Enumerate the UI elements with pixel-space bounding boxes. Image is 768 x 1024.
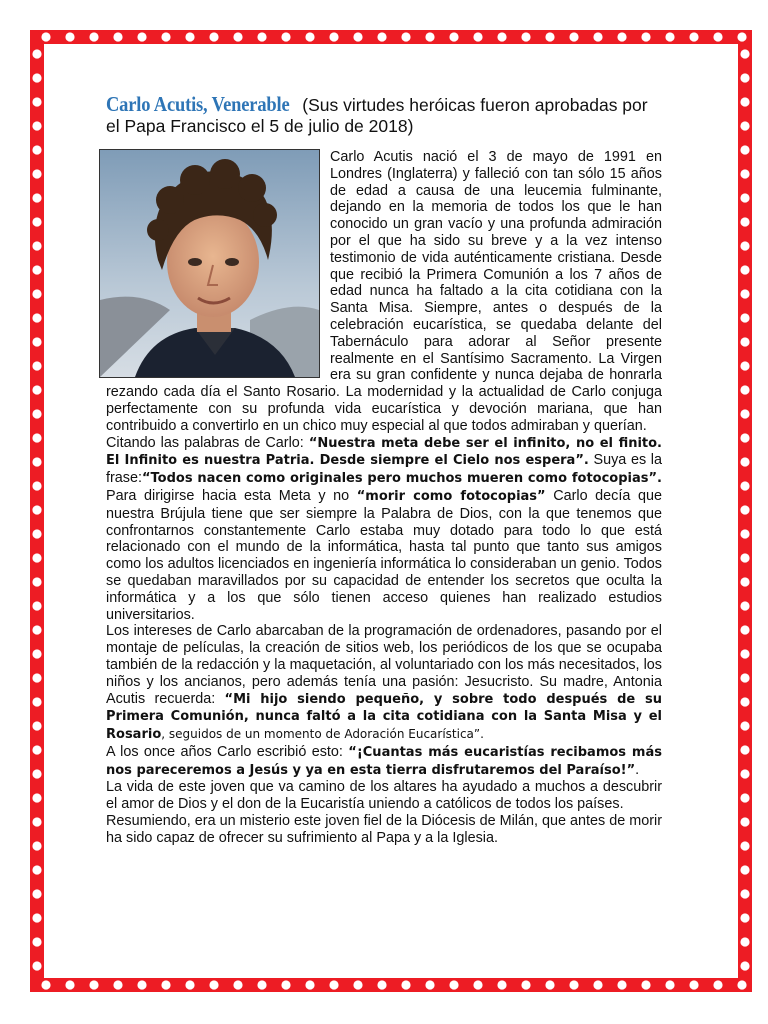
border-dot bbox=[32, 649, 41, 658]
border-dot bbox=[593, 32, 602, 41]
border-dot bbox=[740, 169, 749, 178]
border-dot bbox=[161, 980, 170, 989]
border-dot bbox=[740, 361, 749, 370]
border-dot bbox=[713, 980, 722, 989]
border-dot bbox=[740, 745, 749, 754]
border-dot bbox=[89, 980, 98, 989]
border-dot bbox=[113, 32, 122, 41]
border-dot bbox=[641, 32, 650, 41]
border-dot bbox=[473, 32, 482, 41]
border-dot bbox=[449, 32, 458, 41]
border-dot bbox=[32, 265, 41, 274]
article bbox=[106, 94, 662, 847]
border-dot bbox=[329, 980, 338, 989]
border-dot bbox=[689, 32, 698, 41]
border-dot bbox=[497, 32, 506, 41]
title-note: (Sus virtudes heróicas fueron aprobadas por el Papa Francisco el 5 de julio de 2018) bbox=[106, 95, 648, 136]
border-dot bbox=[401, 980, 410, 989]
border-dot bbox=[32, 385, 41, 394]
border-dot bbox=[740, 265, 749, 274]
border-dot bbox=[740, 697, 749, 706]
border-dot bbox=[740, 217, 749, 226]
border-dot bbox=[740, 481, 749, 490]
border-dot bbox=[185, 32, 194, 41]
p2-quote-1: “Nuestra meta debe ser el infinito, no el finito. El Infinito es nuestra Patria. Desde siempre el Cielo nos espera”. bbox=[106, 435, 662, 469]
p3-quote: “Mi hijo siendo pequeño, y sobre todo después de su Primera Comunión, nunca faltó a la cita cotidiana con la Santa Misa y el Rosario bbox=[106, 691, 663, 743]
border-dot bbox=[740, 649, 749, 658]
border-dot bbox=[137, 32, 146, 41]
border-dot bbox=[713, 32, 722, 41]
border-dot bbox=[32, 457, 41, 466]
border-dot bbox=[740, 841, 749, 850]
paragraph-1: Carlo Acutis nació el 3 de mayo de 1991 en Londres (Inglaterra) y falleció con tan sólo 15 años de edad a causa de una leucemia fulminante, dejando en la memoria de todos los que le han conocido un gran vacío y una profunda admiración por el que ha sido su breve y a la vez intenso testimonio de vida auténticamente cristiana. Desde que recibió la Primera Comunión a los 7 años de edad nunca ha faltado a la cita cotidiana con la Santa Misa. Siempre, antes o después de la celebración eucarística, se quedaba delante del Tabernáculo para adorar al Señor presente realmente en el Santísimo Sacramento. La Virgen era su gran confidente y nunca dejaba de honrarla rezando cada día el Santo Rosario. La modernidad y la actualidad de Carlo conjuga perfectamente con su profunda vida eucarística y devoción mariana, que han contribuido a convertirlo en un chico muy especial al que todos admiraban y querían. bbox=[106, 149, 662, 434]
p4-tail: . bbox=[635, 761, 640, 778]
border-dot bbox=[353, 980, 362, 989]
border-dot bbox=[32, 817, 41, 826]
paragraph-2 bbox=[106, 435, 662, 624]
border-dot bbox=[665, 980, 674, 989]
border-dot bbox=[32, 433, 41, 442]
border-dot bbox=[689, 980, 698, 989]
border-dot bbox=[740, 889, 749, 898]
border-dot bbox=[740, 289, 749, 298]
border-dot bbox=[740, 505, 749, 514]
border-dot bbox=[740, 793, 749, 802]
border-dot bbox=[740, 337, 749, 346]
border-dot bbox=[32, 841, 41, 850]
border-dot bbox=[740, 241, 749, 250]
border-dot bbox=[329, 32, 338, 41]
border-dot bbox=[737, 32, 746, 41]
border-dot bbox=[32, 529, 41, 538]
border-dot bbox=[257, 980, 266, 989]
paragraph-6: Resumiendo, era un misterio este joven fiel de la Diócesis de Milán, que antes de morir ha sido capaz de ofrecer su sufrimiento al Papa y a la Iglesia. bbox=[106, 813, 662, 846]
border-dot bbox=[545, 980, 554, 989]
p2-quote-2: “Todos nacen como originales pero muchos mueren como fotocopias”. bbox=[142, 471, 662, 487]
border-dot bbox=[65, 980, 74, 989]
border-dot bbox=[740, 73, 749, 82]
p2-text-3: Carlo decía que nuestra Brújula tiene que ser siempre la Palabra de Dios, con la que tenemos que confrontarnos constantemente Carlo estaba muy dotado para todo lo que está relacionado con el mundo de la informática, hasta tal punto que tanto sus amigos como los adultos licenciados en ingeniería informática lo consideraban un genio. Todos se quedaban maravillados por su capacidad de entender los secretos que oculta la informática y a los que sólo tienen acceso quienes han realizado estudios universitarios. bbox=[106, 487, 662, 623]
border-dot bbox=[473, 980, 482, 989]
border-dot bbox=[32, 121, 41, 130]
border-dot bbox=[740, 721, 749, 730]
paragraph-4 bbox=[106, 744, 662, 780]
p2-quote-3: “morir como fotocopias” bbox=[356, 488, 546, 504]
border-dot bbox=[740, 457, 749, 466]
border-dot bbox=[32, 73, 41, 82]
border-dot bbox=[377, 32, 386, 41]
border-dot bbox=[740, 961, 749, 970]
title-block bbox=[106, 94, 662, 137]
border-dot bbox=[740, 145, 749, 154]
border-dot bbox=[281, 32, 290, 41]
border-dot bbox=[665, 32, 674, 41]
border-dot bbox=[545, 32, 554, 41]
border-dot bbox=[377, 980, 386, 989]
p3-tail: , seguidos de un momento de Adoración Eucarística”. bbox=[161, 727, 484, 742]
border-dot bbox=[32, 145, 41, 154]
border-dot bbox=[740, 769, 749, 778]
paragraph-5: La vida de este joven que va camino de los altares ha ayudado a muchos a descubrir el amor de Dios y el don de la Eucaristía uniendo a católicos de todos los países. bbox=[106, 779, 662, 813]
border-dot bbox=[305, 32, 314, 41]
border-dot bbox=[32, 97, 41, 106]
border-dot bbox=[401, 32, 410, 41]
border-dot bbox=[32, 865, 41, 874]
border-dot bbox=[737, 980, 746, 989]
border-dot bbox=[89, 32, 98, 41]
border-dot bbox=[353, 32, 362, 41]
border-dot bbox=[740, 865, 749, 874]
border-dot bbox=[521, 980, 530, 989]
border-dot bbox=[65, 32, 74, 41]
border-dot bbox=[740, 433, 749, 442]
border-dot bbox=[32, 961, 41, 970]
border-dot bbox=[32, 481, 41, 490]
border-dot bbox=[425, 980, 434, 989]
border-dot bbox=[32, 289, 41, 298]
border-dot bbox=[32, 697, 41, 706]
border-dot bbox=[161, 32, 170, 41]
border-dot bbox=[569, 32, 578, 41]
border-dot bbox=[32, 601, 41, 610]
border-dot bbox=[32, 337, 41, 346]
border-dot bbox=[32, 673, 41, 682]
border-dot bbox=[32, 721, 41, 730]
border-dot bbox=[233, 32, 242, 41]
border-dot bbox=[617, 980, 626, 989]
border-dot bbox=[740, 409, 749, 418]
portrait-illustration bbox=[100, 150, 319, 377]
p4-text: A los once años Carlo escribió esto: bbox=[106, 743, 349, 760]
border-dot bbox=[740, 97, 749, 106]
border-dot bbox=[617, 32, 626, 41]
border-dot bbox=[41, 980, 50, 989]
p2-text-1: Suya es la frase: bbox=[106, 452, 662, 487]
border-dot bbox=[641, 980, 650, 989]
border-dot bbox=[740, 913, 749, 922]
border-dot bbox=[32, 49, 41, 58]
border-dot bbox=[185, 980, 194, 989]
p3-text: Los intereses de Carlo abarcaban de la programación de ordenadores, pasando por el montaje de películas, la creación de sitios web, los periódicos de los que se ocupaba también de la redacción y la maquetación, al voluntariado con los más necesitados, los niños y los ancianos, pero además tenía una pasión: Jesucristo. Su madre, Antonia Acutis recuerda: bbox=[106, 623, 662, 707]
border-dot bbox=[32, 313, 41, 322]
border-dot bbox=[740, 673, 749, 682]
border-dot bbox=[32, 769, 41, 778]
border-dot bbox=[740, 625, 749, 634]
border-dot bbox=[32, 361, 41, 370]
border-dot bbox=[740, 553, 749, 562]
border-dot bbox=[137, 980, 146, 989]
border-dot bbox=[233, 980, 242, 989]
border-dot bbox=[740, 49, 749, 58]
border-dot bbox=[740, 529, 749, 538]
border-dot bbox=[113, 980, 122, 989]
border-dot bbox=[41, 32, 50, 41]
border-dot bbox=[740, 601, 749, 610]
border-dot bbox=[32, 217, 41, 226]
border-dot bbox=[740, 577, 749, 586]
border-dot bbox=[257, 32, 266, 41]
border-dot bbox=[32, 505, 41, 514]
border-dot bbox=[32, 409, 41, 418]
border-dot bbox=[740, 937, 749, 946]
border-dot bbox=[740, 121, 749, 130]
border-dot bbox=[569, 980, 578, 989]
border-dot bbox=[740, 817, 749, 826]
border-dot bbox=[425, 32, 434, 41]
border-dot bbox=[497, 980, 506, 989]
p2-intro: Citando las palabras de Carlo: bbox=[106, 434, 309, 451]
border-dot bbox=[32, 577, 41, 586]
border-dot bbox=[281, 980, 290, 989]
border-dot bbox=[32, 193, 41, 202]
border-dot bbox=[32, 169, 41, 178]
border-dot bbox=[740, 385, 749, 394]
p4-quote: “¡Cuantas más eucaristías recibamos más nos pareceremos a Jesús y ya en esta tierra disfrutaremos del Paraíso!” bbox=[106, 744, 662, 778]
portrait-photo-icon bbox=[99, 149, 320, 378]
border-dot bbox=[32, 553, 41, 562]
border-dot bbox=[521, 32, 530, 41]
p2-text-2: Para dirigirse hacia esta Meta y no bbox=[106, 487, 357, 504]
border-dot bbox=[209, 980, 218, 989]
border-dot bbox=[449, 980, 458, 989]
border-dot bbox=[305, 980, 314, 989]
border-dot bbox=[740, 313, 749, 322]
border-dot bbox=[32, 937, 41, 946]
border-dot bbox=[32, 793, 41, 802]
paragraph-3 bbox=[106, 623, 662, 744]
border-dot bbox=[593, 980, 602, 989]
border-dot bbox=[32, 241, 41, 250]
border-dot bbox=[740, 193, 749, 202]
border-dot bbox=[32, 889, 41, 898]
border-dot bbox=[32, 745, 41, 754]
page-title: Carlo Acutis, Venerable bbox=[106, 92, 290, 116]
border-dot bbox=[32, 913, 41, 922]
border-dot bbox=[32, 625, 41, 634]
border-dot bbox=[209, 32, 218, 41]
